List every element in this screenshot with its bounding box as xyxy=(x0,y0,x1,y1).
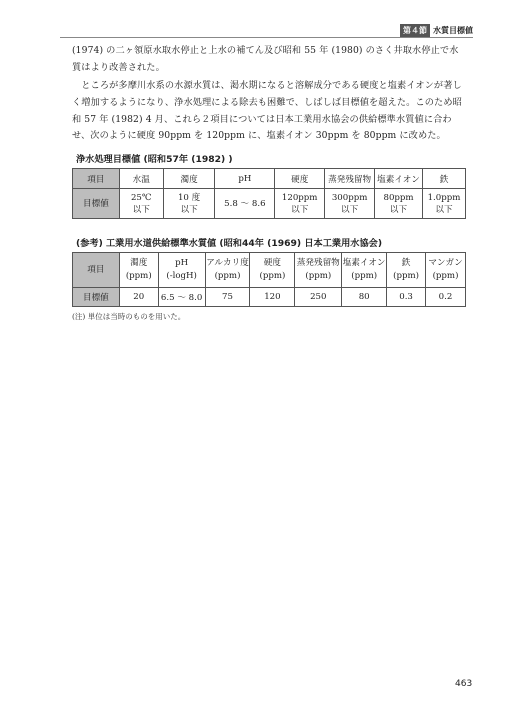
table2-header-cell xyxy=(73,253,120,288)
section-header xyxy=(400,24,473,37)
table1-value-cell xyxy=(275,189,325,219)
table1-value-line: 5.8 ～ 8.6 xyxy=(224,198,266,209)
industrial-water-standard-table xyxy=(72,252,466,307)
table1-header-cell: 水温 xyxy=(119,169,163,189)
table1-value-cell xyxy=(422,189,465,219)
table-note: (注) 単位は当時のものを用いた。 xyxy=(72,312,186,321)
table1-header-cell: 塩素イオン xyxy=(375,169,423,189)
table1-row-label: 目標値 xyxy=(73,189,120,219)
table2-header-unit: (ppm) xyxy=(351,271,378,281)
table2-value-cell: 75 xyxy=(205,288,250,307)
table2-header-text: 濁度 xyxy=(130,258,148,268)
page-number: 463 xyxy=(455,679,473,689)
table2-header-text: 蒸発残留物 xyxy=(296,258,340,268)
table1-value-line: 以下 xyxy=(291,204,309,215)
table2-header-text: 硬度 xyxy=(263,258,281,268)
table2-value-cell: 0.3 xyxy=(387,288,426,307)
section-number: 第４節 xyxy=(400,24,430,37)
table2-header-text: 塩素イオン xyxy=(342,258,386,268)
table2-row-label: 目標値 xyxy=(73,288,120,307)
table1-value-cell xyxy=(375,189,423,219)
table2-header-cell xyxy=(158,253,205,288)
table2-header-cell xyxy=(119,253,158,288)
table1-header-cell: 蒸発残留物 xyxy=(325,169,375,189)
table2-header-cell xyxy=(295,253,342,288)
table1-header-cell: 鉄 xyxy=(422,169,465,189)
table1-value-cell xyxy=(215,189,275,219)
table2-header-cell xyxy=(205,253,250,288)
table2-header-unit: (ppm) xyxy=(393,271,419,281)
table2-header-text: マンガン xyxy=(428,258,463,268)
table1-value-line: 以下 xyxy=(435,204,453,215)
section-title: 水質目標値 xyxy=(433,26,473,35)
table1-value-line: 以下 xyxy=(389,204,408,215)
table1-value-line: 以下 xyxy=(132,204,150,215)
table2-header-unit: (ppm) xyxy=(214,271,241,281)
table1-value-line: 以下 xyxy=(341,204,359,215)
table1-value-cell xyxy=(119,189,163,219)
table1-caption: 浄水処理目標値 (昭和57年 (1982) ) xyxy=(76,154,233,165)
table2-caption: (参考) 工業用水道供給標準水質値 (昭和44年 (1969) 日本工業用水協会) xyxy=(76,238,383,249)
table2-header-unit: (ppm) xyxy=(432,271,459,281)
table2-header-unit: (ppm) xyxy=(305,271,332,281)
paragraph-1: (1974) の二ヶ領原水取水停止と上水の補てん及び昭和 55 年 (1980) のさく井取水停止で水質はより改善された。 xyxy=(72,45,459,73)
treatment-target-table xyxy=(72,168,466,219)
table2-header-cell xyxy=(342,253,387,288)
table2-value-cell: 0.2 xyxy=(426,288,466,307)
table2-header-unit: (ppm) xyxy=(125,271,152,281)
table1-header-cell: 項目 xyxy=(73,169,120,189)
table2-value-cell: 120 xyxy=(250,288,295,307)
table1-value-cell xyxy=(163,189,215,219)
table2-header-unit: (ppm) xyxy=(259,271,286,281)
header-rule xyxy=(60,37,473,38)
table2-header-unit: (-logH) xyxy=(166,271,197,281)
paragraph-2: ところが多摩川水系の水源水質は、渇水期になると溶解成分である硬度と塩素イオンが著しく増加するようになり、浄水処理による除去も困難で、しばしば目標値を超えた。このため昭和 57 年 (1982) 4 月、これら２項目については日本工業用水協会の供給標準水質値に合わせ、次のように硬度 90ppm を 120ppm に、塩素イオン 30ppm を 80ppm に改めた。 xyxy=(72,80,462,142)
table1-header-cell: 硬度 xyxy=(275,169,325,189)
table2-header-cell xyxy=(387,253,426,288)
table1-value-line: 以下 xyxy=(180,204,198,215)
table1-value-line: 10 度 xyxy=(177,192,201,203)
table2-value-cell: 80 xyxy=(342,288,387,307)
table2-value-cell: 20 xyxy=(119,288,158,307)
table2-value-cell: 250 xyxy=(295,288,342,307)
table1-header-cell: pH xyxy=(215,169,275,189)
table1-value-line: 120ppm xyxy=(281,192,318,203)
table1-value-line: 25℃ xyxy=(130,192,152,203)
table2-header-text: pH xyxy=(175,258,189,268)
table2-header-text: 項目 xyxy=(87,264,105,275)
table1-header-cell: 濁度 xyxy=(163,169,215,189)
table1-value-line: 300ppm xyxy=(331,192,368,203)
table1-value-line: 80ppm xyxy=(383,192,414,203)
table2-header-text: 鉄 xyxy=(401,258,411,268)
table1-value-cell xyxy=(325,189,375,219)
table2-header-cell xyxy=(250,253,295,288)
table2-header-text: アルカリ度 xyxy=(206,258,249,268)
table2-header-cell xyxy=(426,253,466,288)
table1-value-line: 1.0ppm xyxy=(427,192,461,203)
table2-value-cell: 6.5 ～ 8.0 xyxy=(158,288,205,307)
